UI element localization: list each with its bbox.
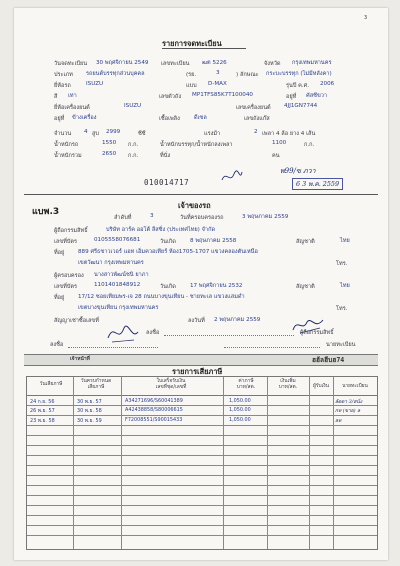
model-label: แบบ bbox=[186, 83, 197, 89]
owner-label: ผู้ถือกรรมสิทธิ์ bbox=[54, 228, 88, 234]
owner-birth-label: วันเกิด bbox=[160, 239, 176, 245]
col-header-surcharge: เงินเพิ่ม บาท/สต. bbox=[278, 378, 298, 390]
payload-label: น้ำหนักบรรทุก/น้ำหนักลงเพลา bbox=[160, 142, 233, 148]
row-divider bbox=[27, 485, 377, 486]
registrar-signature-2 bbox=[290, 314, 326, 336]
section-divider-1 bbox=[24, 194, 378, 195]
row-divider bbox=[27, 445, 377, 446]
col-header-registrar: นายทะเบียน bbox=[342, 383, 368, 389]
cylinders-label: จำนวน bbox=[54, 131, 72, 137]
registration-page bbox=[14, 8, 388, 560]
owner-nationality-value: ไทย bbox=[340, 238, 350, 244]
axle-wheel-text: เพลา 4 ล้อ ยาง 4 เส้น bbox=[262, 131, 316, 137]
tax-row-1-paid: 24 ก.ย. 56 bbox=[30, 399, 55, 405]
cc-unit: ซีซี bbox=[138, 131, 146, 137]
engine-no-value: 4JJ1GN7744 bbox=[284, 103, 318, 109]
owner-value: บริษัท อาร์ค ออโต้ ลีสซิ่ง (ประเทศไทย) จำกัด bbox=[106, 227, 216, 233]
body-style-label: ) ลักษณะ bbox=[236, 72, 259, 78]
gas-tank-label: เลขถังแก๊ส bbox=[244, 116, 270, 122]
row-divider bbox=[27, 415, 377, 416]
tax-table bbox=[26, 376, 378, 550]
chassis-value: MP1TFS85K7T100040 bbox=[192, 92, 253, 98]
engine-brand-label: ยี่ห้อเครื่องยนต์ bbox=[54, 105, 90, 111]
row-divider bbox=[27, 495, 377, 496]
plate-value: ฒต 5226 bbox=[202, 60, 227, 66]
title-underline bbox=[162, 48, 246, 49]
tax-row-2-amount: 1,050.00 bbox=[229, 407, 251, 413]
fuel-value: ดีเซล bbox=[194, 115, 207, 121]
sign-owner-label: ผู้ถือกรรมสิทธิ์ bbox=[300, 330, 334, 336]
row-divider bbox=[27, 505, 377, 506]
stamp-band-left: เจ้าหน้าที่ bbox=[70, 356, 90, 362]
contract-date-label: ลงวันที่ bbox=[188, 318, 205, 324]
col-divider bbox=[121, 377, 122, 549]
possessor-address-line1: 17/12 ซอยเทียมพร-เจ 28 ถนนบางขุนเทียน - ชายทะเล แขวงแสมดำ bbox=[78, 294, 245, 300]
weight-label: น้ำหนักรถ bbox=[54, 142, 79, 148]
type-value: รถยนต์บรรทุกส่วนบุคคล bbox=[86, 71, 145, 77]
tax-row-3-paid: 23 พ.ย. 58 bbox=[30, 418, 55, 424]
seq-label: ลำดับที่ bbox=[114, 215, 132, 221]
handwritten-note: พ99/ฃ ภวา bbox=[280, 167, 316, 175]
col-divider bbox=[73, 377, 74, 549]
chassis-label: เลขตัวถัง bbox=[159, 94, 182, 100]
sign-label-top: ลงชื่อ bbox=[146, 330, 160, 336]
page-number: 3 bbox=[364, 15, 368, 21]
model-year-label: รุ่นปี ค.ศ. bbox=[286, 83, 310, 89]
possessor-tel-label: โทร. bbox=[336, 306, 348, 312]
tax-row-3-receipt: F72008551/S90015433 bbox=[125, 417, 183, 423]
plate-label: เลขทะเบียน bbox=[161, 61, 190, 67]
sign-line-right bbox=[224, 347, 320, 348]
model-value: D-MAX bbox=[208, 81, 227, 87]
row-divider bbox=[27, 435, 377, 436]
province-value: กรุงเทพมหานคร bbox=[292, 60, 332, 66]
row-divider bbox=[27, 535, 377, 536]
row-divider bbox=[27, 425, 377, 426]
owner-signature bbox=[106, 320, 140, 346]
payload-unit: ก.ก. bbox=[304, 142, 315, 148]
col-divider bbox=[309, 377, 310, 549]
row-divider bbox=[27, 465, 377, 466]
owner-address-line1: 889 ศรีธชาวเวอร์ แอท เอ็มควอเทียร์ ห้อง1705-1707 แขวงคลองตันเหนือ bbox=[78, 249, 258, 255]
col-header-receipt: ใบเสร็จรับเงิน เลขที่ชุด/เลขที่ bbox=[155, 378, 187, 390]
province-label: จังหวัด bbox=[264, 61, 281, 67]
possessor-id-label: เลขที่บัตร bbox=[54, 284, 78, 290]
contract-date-value: 2 พฤษภาคม 2559 bbox=[214, 317, 261, 323]
col-header-paid-date: วันเสียภาษี bbox=[39, 381, 63, 387]
contract-label: สัญญาเช่าซื้อเลขที่ bbox=[54, 318, 99, 324]
tax-row-2-paid: 26 พ.ย. 57 bbox=[30, 408, 55, 414]
section-tax-title: รายการเสียภาษี bbox=[172, 367, 223, 376]
owner-id-value: 0105558076681 bbox=[94, 237, 141, 243]
body-style-value: กระบะบรรทุก (ไม่มีหลังคา) bbox=[266, 71, 332, 77]
engine-location-value: ข้างเครื่อง bbox=[72, 115, 97, 121]
color-label: สี bbox=[54, 94, 58, 100]
tax-row-3-amount: 1,050.00 bbox=[229, 417, 251, 423]
officer-label: นายทะเบียน bbox=[326, 342, 356, 348]
possession-date-value: 3 พฤษภาคม 2559 bbox=[242, 214, 289, 220]
seats-unit: คน bbox=[272, 153, 280, 159]
document-serial: 010014717 bbox=[144, 178, 190, 187]
col-header-receiver: ผู้รับเงิน bbox=[313, 383, 329, 389]
brand-value: ISUZU bbox=[86, 81, 104, 87]
tax-row-2-receipt: A42438858/S80006615 bbox=[125, 407, 183, 413]
model-year-value: 2006 bbox=[320, 81, 335, 87]
possessor-address-line2: เขตบางขุนเทียน กรุงเทพมหานคร bbox=[78, 305, 159, 311]
sign-line-top bbox=[164, 335, 294, 336]
tax-row-2-due: 30 พ.ย. 58 bbox=[77, 408, 102, 414]
sign-label-left: ลงชื่อ bbox=[50, 342, 64, 348]
tax-row-1-due: 30 พ.ย. 57 bbox=[77, 399, 102, 405]
cylinders-value: 4 bbox=[84, 129, 88, 135]
tax-row-1-amount: 1,050.00 bbox=[229, 398, 251, 404]
weight-value: 1550 bbox=[102, 140, 117, 146]
gross-weight-label: น้ำหนักรวม bbox=[54, 153, 82, 159]
type-label: ประเภท bbox=[54, 72, 73, 78]
axle-value: 2 bbox=[254, 129, 258, 135]
owner-nationality-label: สัญชาติ bbox=[296, 239, 315, 245]
col-divider bbox=[223, 377, 224, 549]
ry-label: (รย. bbox=[186, 72, 197, 78]
tax-row-1-receiver: ลัดดา 3/สนั่ง bbox=[335, 399, 363, 405]
section-owner-title: เจ้าของรถ bbox=[178, 201, 211, 210]
sign-line-left bbox=[68, 347, 158, 348]
fuel-label: เชื้อเพลิง bbox=[159, 116, 180, 122]
col-header-tax: ค่าภาษี บาท/สต. bbox=[236, 378, 256, 390]
col-header-due-date: วันครบกำหนด เสียภาษี bbox=[80, 378, 112, 390]
chassis-location-label: อยู่ที่ bbox=[286, 94, 297, 100]
color-value: เทา bbox=[68, 93, 77, 99]
tax-row-3-receiver: ลท bbox=[335, 418, 342, 424]
reg-date-label: วันจดทะเบียน bbox=[54, 61, 88, 67]
cc-value: 2999 bbox=[106, 129, 121, 135]
tax-table-header bbox=[27, 377, 377, 396]
gross-weight-value: 2650 bbox=[102, 151, 117, 157]
possessor-birth-value: 17 พฤศจิกายน 2532 bbox=[190, 283, 243, 289]
possessor-nationality-label: สัญชาติ bbox=[296, 284, 315, 290]
tax-row-2-receiver: กท (ขาย) ล bbox=[335, 408, 361, 414]
seats-label: ที่นั่ง bbox=[160, 153, 171, 159]
possessor-address-label: ที่อยู่ bbox=[54, 295, 65, 301]
owner-id-label: เลขที่บัตร bbox=[54, 239, 78, 245]
col-divider bbox=[333, 377, 334, 549]
stamp-page-mark: แบพ.3 bbox=[32, 207, 60, 217]
engine-location-label: อยู่ที่ bbox=[54, 116, 65, 122]
row-divider bbox=[27, 515, 377, 516]
engine-no-label: เลขเครื่องยนต์ bbox=[236, 105, 271, 111]
owner-birth-value: 8 พฤษภาคม 2558 bbox=[190, 238, 237, 244]
cylinder-unit: สูบ bbox=[92, 131, 99, 137]
owner-address-line2: เขตวัฒนา กรุงเทพมหานคร bbox=[78, 260, 144, 266]
possessor-value: นางสาวพัฒน์ชนิ ยาภา bbox=[94, 272, 149, 278]
possessor-label: ผู้ครอบครอง bbox=[54, 273, 84, 279]
tax-row-3-due: 30 พ.ย. 59 bbox=[77, 418, 102, 424]
possessor-id-value: 1101401848912 bbox=[94, 282, 141, 288]
owner-address-label: ที่อยู่ bbox=[54, 250, 65, 256]
registrar-signature-1 bbox=[220, 168, 244, 186]
tax-row-1-receipt: A34271696/S60041389 bbox=[125, 398, 183, 404]
row-divider bbox=[27, 475, 377, 476]
weight-unit: ก.ก. bbox=[128, 142, 139, 148]
row-divider bbox=[27, 525, 377, 526]
stamp-band-right: ฮฮ้ลฮีบฮ74 bbox=[312, 356, 345, 364]
possessor-birth-label: วันเกิด bbox=[160, 284, 176, 290]
reg-date-value: 30 พฤศจิกายน 2549 bbox=[96, 60, 149, 66]
possession-date-label: วันที่ครอบครองรถ bbox=[180, 215, 224, 221]
hp-label: แรงม้า bbox=[204, 131, 221, 137]
date-stamp: 6 3 พ.ค. 2559 bbox=[292, 178, 343, 190]
brand-label: ยี่ห้อรถ bbox=[54, 83, 71, 89]
engine-brand-value: ISUZU bbox=[124, 103, 142, 109]
col-divider bbox=[267, 377, 268, 549]
section-registration-title: รายการจดทะเบียน bbox=[162, 39, 222, 48]
chassis-location-value: คัสซีขวา bbox=[306, 93, 328, 99]
row-divider bbox=[27, 455, 377, 456]
owner-tel-label: โทร. bbox=[336, 261, 348, 267]
ry-value: 3 bbox=[216, 70, 220, 76]
possessor-nationality-value: ไทย bbox=[340, 283, 350, 289]
gross-weight-unit: ก.ก. bbox=[128, 153, 139, 159]
seq-value: 3 bbox=[150, 213, 154, 219]
payload-value: 1100 bbox=[272, 140, 287, 146]
stamp-page-number: 3 bbox=[52, 207, 60, 217]
